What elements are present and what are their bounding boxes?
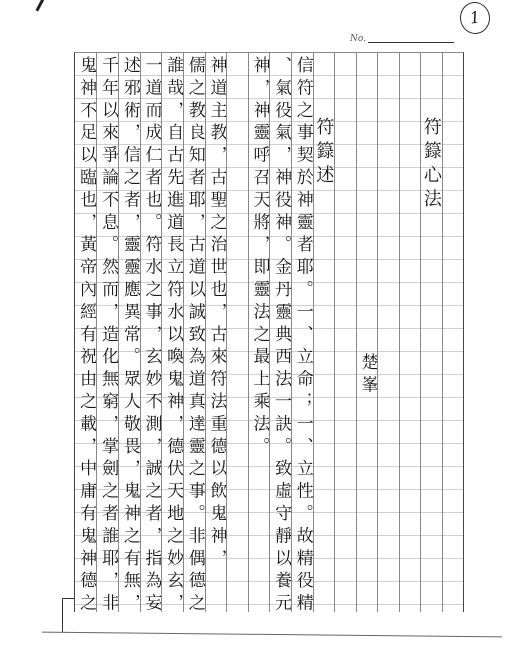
manuscript-column: [118, 53, 140, 616]
manuscript-grid: [74, 52, 464, 616]
manuscript-column: [161, 53, 184, 616]
manuscript-column: [291, 53, 313, 616]
column-text: 神道主教，古聖之治世也，古來符法重德以飲鬼神，: [206, 56, 227, 572]
column-text: 述邪術，信之者，靈靈應異常。眾人敬畏，鬼神之有無，: [119, 56, 140, 616]
header-stamp: No.: [350, 34, 366, 44]
manuscript-column: [399, 53, 420, 612]
column-text: 誰哉，自古先進道長立符水以喚鬼神，德伏天地之妙玄，: [163, 56, 184, 616]
manuscript-column: [183, 53, 205, 616]
margin-bracket-top: [62, 598, 74, 599]
manuscript-column: [96, 53, 119, 616]
column-text: 一道而成仁者也。符水之事，玄妙不測，誠之者，指為妄: [141, 56, 162, 616]
document-title: 符籙心法: [420, 117, 442, 213]
manuscript-column: [356, 53, 378, 612]
manuscript-column: [334, 53, 355, 612]
manuscript-column: [442, 53, 463, 612]
header-line: [368, 42, 454, 43]
margin-bracket: [62, 598, 63, 632]
manuscript-column: [140, 53, 162, 616]
page-number: 1: [458, 0, 492, 36]
column-text: 信符之事契於神靈者耶。一、立命；一、立性。故精役精: [292, 56, 313, 616]
column-text: 鬼神不足以臨也，黃帝內經有祝由之載，中庸有鬼神德之: [76, 56, 97, 616]
manuscript-column: [377, 53, 398, 612]
column-text: 千年以來爭論不息。然而，造化無窮，掌劍之者誰耶，非: [98, 56, 119, 616]
column-text: 神，神靈呼召天將，即靈法之最上乘法。: [249, 56, 270, 460]
page-bottom-edge: [42, 632, 502, 638]
corner-ink-stroke: [35, 0, 53, 16]
manuscript-column: [313, 53, 335, 612]
manuscript-column: [269, 53, 292, 616]
column-text: 、氣役氣，神役神。金丹靈典西法一訣。致虛守靜以養元: [271, 56, 292, 616]
section-heading: 符籙述: [313, 117, 335, 189]
manuscript-column: [205, 53, 227, 612]
manuscript-column: [420, 53, 442, 612]
column-text: 儒之教良知者耶，古道以誠致為道真達靈之事。非偶德之: [184, 56, 205, 616]
manuscript-column: [75, 53, 97, 616]
manuscript-column: [248, 53, 270, 612]
manuscript-column: [226, 53, 247, 612]
author-name: 楚峯: [357, 353, 378, 398]
